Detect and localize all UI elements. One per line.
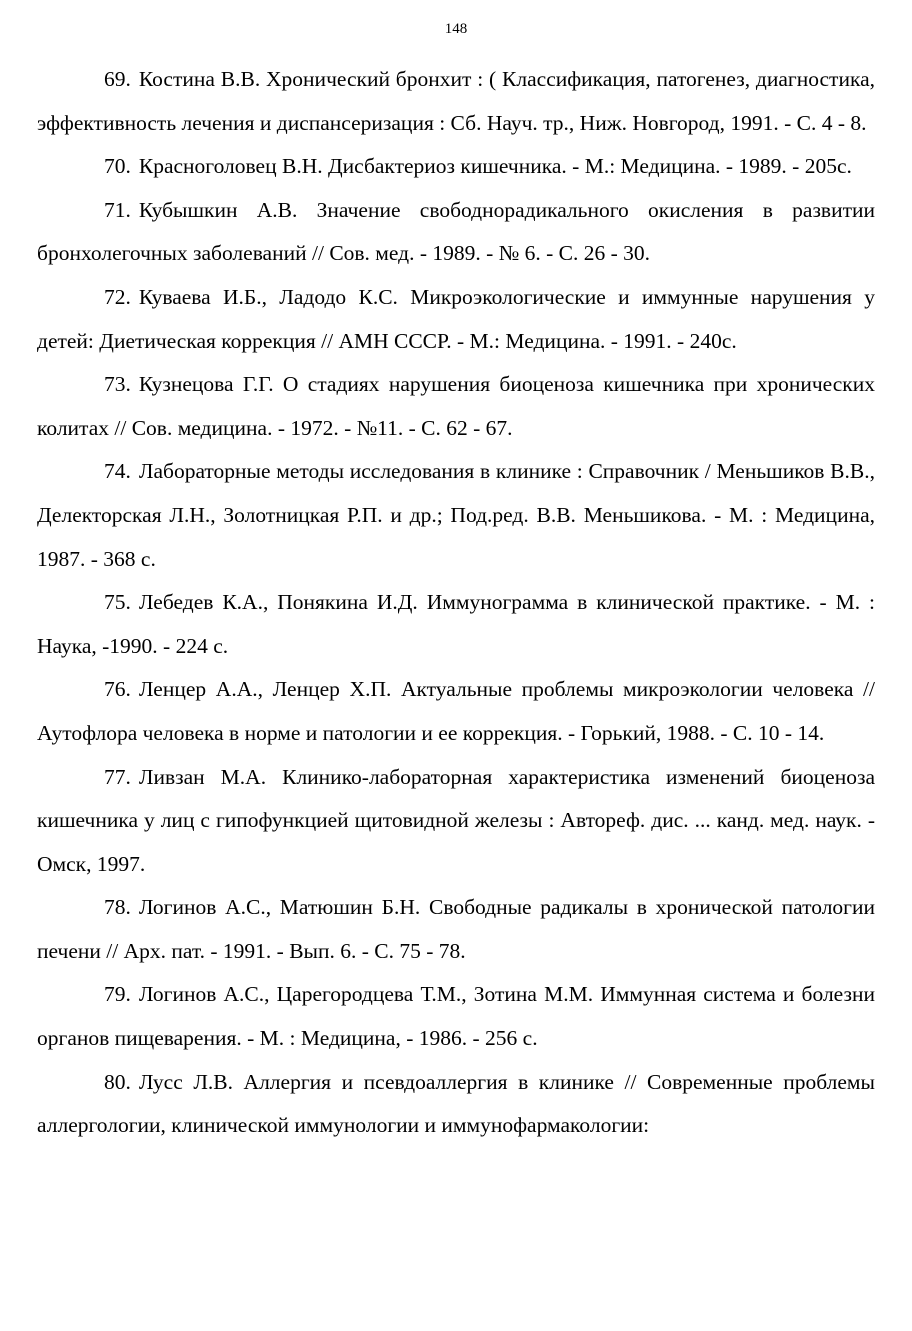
reference-text: Логинов А.С., Матюшин Б.Н. Свободные радикалы в хронической патологии печени // Арх. пат. - 1991. - Вып. 6. - С. 75 - 78. [37, 895, 875, 963]
reference-number: 80. [104, 1069, 131, 1094]
reference-number: 71. [104, 197, 131, 222]
reference-number: 73. [104, 372, 131, 397]
reference-text: Красноголовец В.Н. Дисбактериоз кишечника. - М.: Медицина. - 1989. - 205с. [138, 154, 852, 179]
reference-item-73 [37, 363, 875, 450]
reference-text: Лебедев К.А., Понякина И.Д. Иммунограмма в клинической практике. - М. : Наука, -1990. - 224 с. [37, 590, 875, 658]
reference-item-72 [37, 276, 875, 363]
reference-text: Кубышкин А.В. Значение свободнорадикального окисления в развитии бронхолегочных заболеваний // Сов. мед. - 1989. - № 6. - С. 26 - 30. [37, 197, 875, 266]
reference-item-69 [37, 58, 875, 145]
reference-number: 70. [104, 154, 131, 179]
reference-number: 69. [104, 67, 131, 91]
reference-number: 75. [104, 590, 131, 615]
reference-number: 77. [104, 764, 131, 789]
reference-number: 78. [104, 895, 131, 920]
reference-item-80 [37, 1061, 875, 1148]
reference-number: 79. [104, 982, 131, 1007]
reference-list [37, 58, 875, 1148]
reference-item-75 [37, 581, 875, 668]
reference-item-76 [37, 668, 875, 755]
reference-item-71 [37, 189, 875, 276]
reference-number: 72. [104, 284, 131, 309]
reference-number: 76. [104, 677, 131, 702]
reference-text: Логинов А.С., Царегородцева Т.М., Зотина М.М. Иммунная система и болезни органов пищеварения. - М. : Медицина, - 1986. - 256 с. [37, 982, 875, 1051]
reference-number: 74. [104, 459, 131, 484]
page-number: 148 [444, 21, 468, 37]
reference-item-78 [37, 886, 875, 973]
reference-text: Кузнецова Г.Г. О стадиях нарушения биоценоза кишечника при хронических колитах // Сов. медицина. - 1972. - №11. - С. 62 - 67. [37, 372, 875, 440]
reference-text: Ливзан М.А. Клинико-лабораторная характеристика изменений биоценоза кишечника у лиц с гипофункцией щитовидной железы : Автореф. дис. ... канд. мед. наук. - Омск, 1997. [37, 764, 875, 876]
reference-item-77 [37, 756, 875, 887]
reference-item-74 [37, 450, 875, 581]
reference-item-79 [37, 973, 875, 1060]
reference-item-70 [37, 145, 875, 189]
reference-text: Ленцер А.А., Ленцер Х.П. Актуальные проблемы микроэкологии человека // Аутофлора человека в норме и патологии и ее коррекция. - Горький, 1988. - С. 10 - 14. [37, 677, 875, 745]
reference-text: Лусс Л.В. Аллергия и псевдоаллергия в клинике // Современные проблемы аллергологии, клинической иммунологии и иммунофармакологии: [37, 1069, 875, 1138]
reference-text: Куваева И.Б., Ладодо К.С. Микроэкологические и иммунные нарушения у детей: Диетическая коррекция // АМН СССР. - М.: Медицина. - 1991. - 240с. [37, 284, 875, 353]
reference-text: Костина В.В. Хронический бронхит : ( Классификация, патогенез, диагностика, эффективность лечения и диспансеризация : Сб. Науч. тр., Ниж. Новгород, 1991. - С. 4 - 8. [37, 67, 875, 135]
reference-text: Лабораторные методы исследования в клинике : Справочник / Меньшиков В.В., Делекторская Л.Н., Золотницкая Р.П. и др.; Под.ред. В.В. Меньшикова. - М. : Медицина, 1987. - 368 с. [37, 459, 875, 571]
